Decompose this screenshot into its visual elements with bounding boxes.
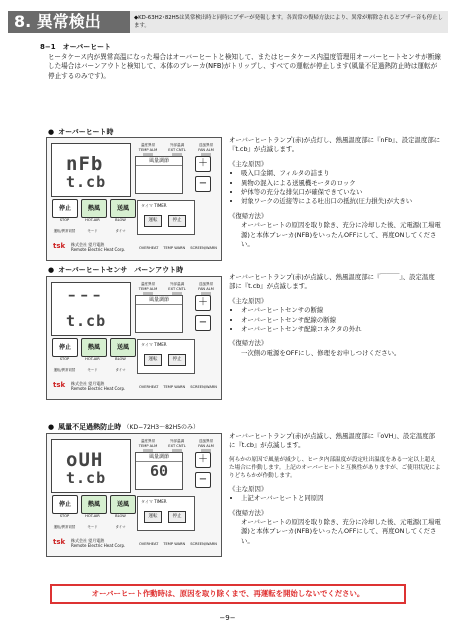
- timer-panel: タイマ TIMER 運転 停止: [137, 200, 195, 235]
- secondary-labels: 運転/異常切替 モード タイマ: [53, 368, 126, 372]
- recovery-title: 《復帰方法》: [229, 508, 268, 517]
- causes-title: 《主な原因》: [229, 484, 268, 493]
- recovery-title: 《復帰方法》: [229, 339, 268, 348]
- increase-button[interactable]: ＋: [195, 452, 211, 468]
- panel-heading-1: ● オーバーヒート時: [48, 128, 114, 136]
- maker-logo: tsk: [53, 538, 66, 546]
- fan-alarm-lamp: 送風異常 FAN ALM: [193, 143, 219, 157]
- mode-buttons: [52, 199, 136, 218]
- cause-item: • オーバーヒートセンサ配線コネクタの外れ: [241, 325, 441, 334]
- set-temp-readout: t.cb: [66, 469, 107, 487]
- page-header: [8, 11, 448, 33]
- cause-item: • 炉体等の充分な排気口が確保できていない: [241, 188, 441, 197]
- section-title: 8−1 オーバーヒート: [40, 43, 111, 51]
- maker-name: 株式会社 望月電熱 Remote Electric Heat Corp.: [71, 381, 126, 391]
- hot-air-button[interactable]: 熱風: [81, 338, 107, 357]
- page-number: −9−: [219, 614, 236, 622]
- timer-run-button[interactable]: 運転: [144, 511, 162, 523]
- timer-panel: タイマ TIMER 運転 停止: [137, 496, 195, 531]
- causes-list: [229, 306, 441, 334]
- fan-volume-box: 風量調節: [135, 156, 183, 194]
- temperature-display: [51, 143, 131, 197]
- temp-alarm-lamp: 温度異常 TEMP ALM: [135, 143, 161, 157]
- cause-item: • オーバーヒートセンサ配線の断線: [241, 316, 441, 325]
- status-labels: OVERHEAT TEMP WARN SCREEN/WARN: [139, 542, 217, 546]
- mode-buttons: [52, 495, 136, 514]
- cause-item: • 吸入口金網、フィルタの詰まり: [241, 169, 441, 178]
- causes-title: 《主な原因》: [229, 296, 268, 305]
- fan-volume-readout: 60: [149, 462, 169, 480]
- cause-item: • 対象ワークの近接等による吐出口の抵抗(圧力損失)が大きい: [241, 197, 441, 206]
- maker-logo: tsk: [53, 242, 66, 250]
- control-panel-3: [46, 433, 222, 557]
- mode-button-labels: STOP HOT-AIR BLOW: [59, 218, 126, 222]
- temp-alarm-lamp: 温度異常 TEMP ALM: [135, 439, 161, 453]
- blow-button[interactable]: 送風: [110, 495, 136, 514]
- hot-air-temp-readout: ¯¯¯: [66, 292, 104, 314]
- status-labels: OVERHEAT TEMP WARN SCREEN/WARN: [139, 246, 217, 250]
- operation-note: 何らかの原因で風量が減少し、ヒータ内部温度が設定吐出温度をある一定以上超えた場合に作動します。上記のオーバーヒートと互換性がありますが、ご使用状況によりどちらかが作動します。: [229, 456, 441, 479]
- mode-buttons: [52, 338, 136, 357]
- hot-air-button[interactable]: 熱風: [81, 495, 107, 514]
- recovery-text: オーバーヒートの原因を取り除き、充分に冷却した後、元電源(工場電源)と本体ブレーカ(NFB)をいったんOFFにして、再度ONしてください。: [241, 221, 441, 249]
- hot-air-temp-readout: oUH: [66, 449, 104, 471]
- causes-list: [229, 494, 441, 503]
- fan-volume-box: 風量調節 60: [135, 452, 183, 490]
- stop-button[interactable]: 停止: [52, 199, 78, 218]
- decrease-button[interactable]: −: [195, 472, 211, 488]
- cause-item: • 上記オーバーヒートと同原因: [241, 494, 441, 503]
- temperature-display: [51, 282, 131, 336]
- ext-control-lamp: 外部温調 EXT CNTL: [164, 143, 190, 157]
- set-temp-readout: t.cb: [66, 312, 107, 330]
- timer-stop-button[interactable]: 停止: [168, 511, 186, 523]
- section-intro: ヒータケース内が異常高温になった場合はオーバーヒートと検知して、またはヒータケース内温度管理用オーバーヒートセンサが断線した場合はバーンアウトと検知して、本体のブレーカ(NFB)がトリップし、すべての運転が停止します(風量不足過熱防止時は運転が停止するのみです)。: [48, 53, 441, 80]
- timer-stop-button[interactable]: 停止: [168, 215, 186, 227]
- recovery-text: オーバーヒートの原因を取り除き、充分に冷却した後、元電源(工場電源)と本体ブレーカ(NFB)をいったんOFFにして、再度ONしてください。: [241, 518, 441, 545]
- blow-button[interactable]: 送風: [110, 338, 136, 357]
- fan-volume-box: 風量調節: [135, 295, 183, 333]
- lamp-status-text: オーバーヒートランプ(赤)が点滅し、熱風温度部に『￣￣￣』、設定温度部に『t.cb』が点滅します。: [229, 273, 435, 291]
- description-1: [229, 136, 441, 249]
- panel-heading-2: ● オーバーヒートセンサ バーンアウト時: [48, 266, 184, 274]
- temperature-display: [51, 439, 131, 493]
- status-labels: OVERHEAT TEMP WARN SCREEN/WARN: [139, 385, 217, 389]
- increase-button[interactable]: ＋: [195, 156, 211, 172]
- fan-alarm-lamp: 送風異常 FAN ALM: [193, 282, 219, 296]
- fan-alarm-lamp: 送風異常 FAN ALM: [193, 439, 219, 453]
- timer-stop-button[interactable]: 停止: [168, 354, 186, 366]
- stop-button[interactable]: 停止: [52, 495, 78, 514]
- ext-control-lamp: 外部温調 EXT CNTL: [164, 282, 190, 296]
- increase-button[interactable]: ＋: [195, 295, 211, 311]
- cause-item: • オーバーヒートセンサの断線: [241, 306, 441, 315]
- timer-run-button[interactable]: 運転: [144, 354, 162, 366]
- description-3: [229, 432, 441, 546]
- hot-air-button[interactable]: 熱風: [81, 199, 107, 218]
- warning-banner: オーバーヒート作動時は、原因を取り除くまで、再運転を開始しないでください。: [50, 584, 406, 604]
- cause-item: • 異物の混入による送風機モータのロック: [241, 179, 441, 188]
- hot-air-temp-readout: nFb: [66, 153, 104, 175]
- decrease-button[interactable]: −: [195, 315, 211, 331]
- stop-button[interactable]: 停止: [52, 338, 78, 357]
- control-panel-2: [46, 276, 222, 400]
- secondary-labels: 運転/異常切替 モード タイマ: [53, 525, 126, 529]
- mode-button-labels: STOP HOT-AIR BLOW: [59, 357, 126, 361]
- decrease-button[interactable]: −: [195, 176, 211, 192]
- causes-title: 《主な原因》: [229, 159, 268, 168]
- indicator-lamps: [135, 282, 219, 296]
- set-temp-readout: t.cb: [66, 173, 107, 191]
- lamp-status-text: オーバーヒートランプ(赤)が点灯し、熱風温度部に『nFb』、設定温度部に『t.cb』が点滅します。: [229, 136, 441, 154]
- recovery-text: 一次側の電源をOFFにし、修理をお申しつけください。: [241, 348, 401, 357]
- chapter-title: 8. 異常検出: [8, 11, 130, 33]
- recovery-title: 《復帰方法》: [229, 211, 268, 220]
- blow-button[interactable]: 送風: [110, 199, 136, 218]
- lamp-status-text: オーバーヒートランプ(赤)が点滅し、熱風温度部に『oVH』、設定温度部に『t.cb』が点滅します。: [229, 432, 436, 450]
- temp-alarm-lamp: 温度異常 TEMP ALM: [135, 282, 161, 296]
- indicator-lamps: [135, 439, 219, 453]
- mode-button-labels: STOP HOT-AIR BLOW: [59, 514, 126, 518]
- ext-control-lamp: 外部温調 EXT CNTL: [164, 439, 190, 453]
- maker-name: 株式会社 望月電熱 Remote Electric Heat Corp.: [71, 538, 126, 548]
- causes-list: [229, 169, 441, 207]
- timer-panel: タイマ TIMER 運転 停止: [137, 339, 195, 374]
- indicator-lamps: [135, 143, 219, 157]
- timer-run-button[interactable]: 運転: [144, 215, 162, 227]
- control-panel-1: [46, 137, 222, 261]
- buzzer-note: ◆KD-63H2･82H5は異常検出時と同時にブザーが発報します。各異常の復帰方法により、異常が解除されるとブザー音も停止します。: [130, 11, 448, 33]
- maker-logo: tsk: [53, 381, 66, 389]
- description-2: [229, 273, 441, 358]
- maker-name: 株式会社 望月電熱 Remote Electric Heat Corp.: [71, 242, 126, 252]
- panel-heading-3: ● 風量不足過熱防止時 （KD−72H3〜82H5のみ）: [48, 423, 200, 431]
- secondary-labels: 運転/異常切替 モード タイマ: [53, 229, 126, 233]
